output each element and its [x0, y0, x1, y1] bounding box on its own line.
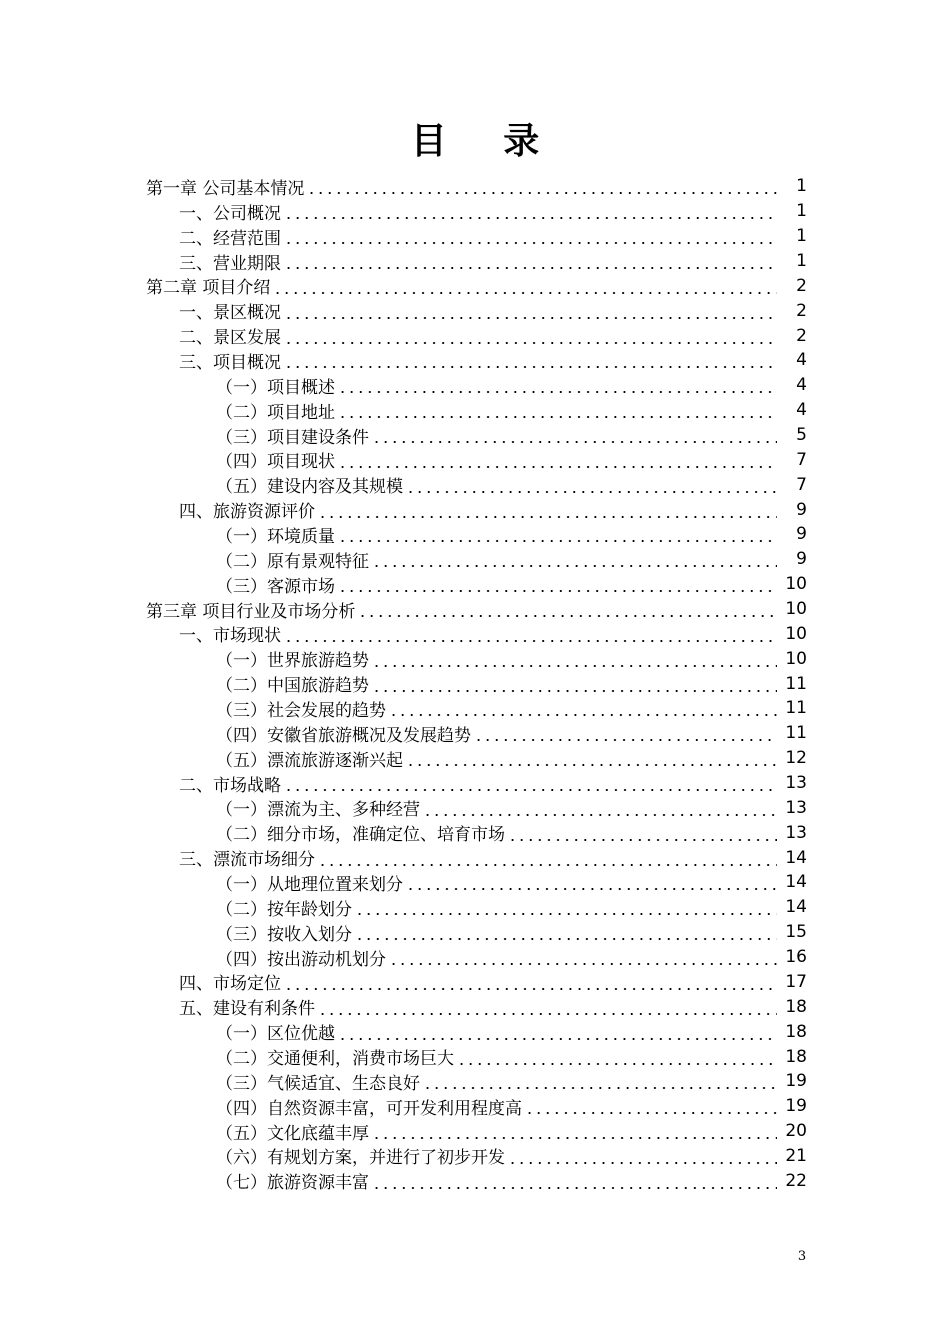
toc-entry-page: 1 [796, 251, 807, 271]
toc-entry-page: 18 [785, 1021, 807, 1042]
toc-entry-label: （二）项目地址 [216, 402, 335, 423]
dot-leader [525, 1111, 777, 1115]
toc-entry-page: 10 [785, 648, 807, 669]
toc-entry-label: 第二章 项目介绍 [146, 278, 271, 299]
dot-leader [338, 465, 777, 469]
toc-entry-page: 2 [796, 300, 807, 321]
dot-leader [338, 589, 777, 593]
toc-entry-label: （四）自然资源丰富，可开发利用程度高 [216, 1098, 522, 1119]
toc-entry[interactable] [0, 1044, 950, 1069]
toc-entry-page: 2 [796, 275, 807, 296]
toc-entry-label: （七）旅游资源丰富 [216, 1173, 369, 1194]
toc-entry-label: 三、营业期限 [179, 253, 281, 274]
dot-leader [338, 1037, 777, 1041]
toc-entry-page: 19 [785, 1071, 807, 1092]
toc-entry-page: 11 [785, 723, 807, 744]
dot-leader [423, 813, 777, 817]
dot-leader [372, 1136, 777, 1140]
toc-entry[interactable] [0, 348, 950, 373]
toc-entry-label: （二）细分市场，准确定位、培育市场 [216, 825, 505, 846]
toc-entry[interactable] [0, 696, 950, 721]
toc-entry-page: 15 [785, 922, 807, 943]
toc-entry-label: （三）项目建设条件 [216, 427, 369, 448]
toc-entry-page: 14 [785, 872, 807, 893]
toc-entry[interactable] [0, 572, 950, 597]
toc-entry-page: 4 [796, 400, 807, 421]
toc-entry-label: （一）从地理位置来划分 [216, 875, 403, 895]
dot-leader [372, 440, 777, 444]
toc-entry[interactable] [0, 771, 950, 796]
dot-leader [284, 365, 777, 369]
dot-leader [372, 689, 777, 693]
toc-entry-page: 11 [785, 698, 807, 719]
toc-entry-page: 19 [785, 1096, 807, 1117]
toc-entry-page: 18 [785, 1046, 807, 1067]
toc-entry[interactable] [0, 746, 950, 771]
toc-entry-label: 二、市场战略 [179, 775, 281, 796]
toc-title: 目 录 [410, 121, 562, 162]
toc-entry-page: 5 [796, 425, 807, 446]
toc-entry[interactable] [0, 671, 950, 696]
dot-leader [284, 316, 777, 320]
toc-entry-page: 1 [796, 226, 807, 247]
dot-leader [284, 639, 777, 643]
dot-leader [406, 763, 777, 767]
dot-leader [318, 515, 777, 519]
toc-entry-page: 10 [785, 623, 807, 644]
dot-leader [284, 216, 777, 220]
dot-leader [457, 1062, 777, 1066]
table-of-contents [0, 174, 950, 1193]
page-number: 3 [797, 1249, 807, 1264]
dot-leader [318, 863, 777, 867]
toc-entry[interactable] [0, 199, 950, 224]
dot-leader [389, 962, 777, 966]
toc-entry[interactable] [0, 423, 950, 448]
toc-entry-label: （五）文化底蕴丰厚 [216, 1123, 369, 1144]
toc-entry-page: 22 [785, 1170, 807, 1191]
toc-entry[interactable] [0, 820, 950, 845]
dot-leader [284, 987, 777, 991]
toc-entry-label: （二）交通便利，消费市场巨大 [216, 1049, 454, 1070]
toc-entry[interactable] [0, 970, 950, 995]
toc-entry-label: （三）客源市场 [216, 576, 335, 597]
toc-entry[interactable] [0, 721, 950, 746]
toc-entry-label: 五、建设有利条件 [179, 999, 315, 1020]
toc-entry-label: （五）建设内容及其规模 [216, 477, 403, 498]
dot-leader [406, 490, 777, 494]
toc-entry-label: （二）原有景观特征 [216, 551, 369, 572]
toc-entry-label: 一、公司概况 [179, 203, 281, 224]
toc-entry-label: （三）社会发展的趋势 [216, 700, 386, 721]
toc-entry[interactable] [0, 547, 950, 572]
toc-entry-label: （一）漂流为主、多种经营 [216, 800, 420, 821]
toc-entry-label: （一）项目概述 [216, 377, 335, 398]
toc-entry-page: 10 [785, 574, 807, 595]
toc-entry-label: （二）按年龄划分 [216, 899, 352, 920]
toc-entry[interactable] [0, 795, 950, 820]
toc-entry[interactable] [0, 472, 950, 497]
toc-entry-page: 20 [785, 1121, 807, 1142]
toc-entry-page: 7 [796, 474, 807, 495]
toc-entry-page: 7 [796, 449, 807, 470]
toc-entry[interactable] [0, 1168, 950, 1193]
dot-leader [338, 539, 777, 543]
toc-entry-page: 9 [796, 499, 807, 520]
dot-leader [284, 341, 777, 345]
toc-entry-page: 9 [796, 549, 807, 570]
toc-entry-page: 14 [785, 847, 807, 868]
dot-leader [372, 564, 777, 568]
toc-entry-label: 三、漂流市场细分 [179, 850, 315, 871]
toc-entry[interactable] [0, 447, 950, 472]
dot-leader [355, 937, 777, 941]
toc-entry-label: （五）漂流旅游逐渐兴起 [216, 750, 403, 771]
dot-leader [358, 614, 777, 618]
toc-entry[interactable] [0, 1019, 950, 1044]
toc-entry[interactable] [0, 373, 950, 398]
toc-entry[interactable] [0, 1119, 950, 1144]
dot-leader [307, 191, 777, 195]
dot-leader [284, 788, 777, 792]
toc-entry-label: （一）区位优越 [216, 1024, 335, 1045]
toc-entry-page: 4 [796, 350, 807, 371]
toc-entry[interactable] [0, 323, 950, 348]
toc-entry-page: 11 [785, 673, 807, 694]
dot-leader [355, 912, 777, 916]
toc-entry[interactable] [0, 497, 950, 522]
toc-entry[interactable] [0, 597, 950, 622]
toc-entry-page: 1 [796, 201, 807, 222]
dot-leader [423, 1086, 777, 1090]
toc-entry-label: 四、市场定位 [179, 974, 281, 995]
toc-entry-label: （三）按收入划分 [216, 924, 352, 945]
dot-leader [273, 291, 777, 295]
dot-leader [372, 1186, 777, 1190]
toc-entry-label: 二、景区发展 [179, 328, 281, 349]
toc-entry-page: 17 [785, 971, 807, 992]
toc-entry-page: 13 [785, 773, 807, 794]
toc-entry-label: （一）世界旅游趋势 [216, 651, 369, 672]
toc-entry[interactable] [0, 1094, 950, 1119]
toc-entry-label: （六）有规划方案，并进行了初步开发 [216, 1148, 505, 1169]
toc-entry-label: 四、旅游资源评价 [179, 502, 315, 523]
toc-entry-label: 第一章 公司基本情况 [146, 178, 305, 199]
dot-leader [338, 415, 777, 419]
toc-entry[interactable] [0, 646, 950, 671]
toc-entry-label: （一）环境质量 [216, 526, 335, 547]
toc-entry[interactable] [0, 945, 950, 970]
dot-leader [372, 664, 777, 668]
toc-entry-label: （三）气候适宜、生态良好 [216, 1073, 420, 1094]
dot-leader [318, 1012, 777, 1016]
toc-entry-page: 18 [785, 996, 807, 1017]
toc-entry[interactable] [0, 398, 950, 423]
toc-entry-label: 三、项目概况 [179, 352, 281, 373]
toc-entry-page: 13 [785, 822, 807, 843]
toc-entry-label: （二）中国旅游趋势 [216, 676, 369, 697]
toc-entry[interactable] [0, 621, 950, 646]
dot-leader [284, 241, 777, 245]
toc-entry[interactable] [0, 1069, 950, 1094]
toc-entry-label: （四）按出游动机划分 [216, 949, 386, 970]
toc-entry-label: 第三章 项目行业及市场分析 [146, 601, 356, 622]
toc-entry-page: 9 [796, 524, 807, 545]
toc-entry[interactable] [0, 174, 950, 199]
toc-entry-label: 二、经营范围 [179, 228, 281, 249]
toc-entry-label: （四）项目现状 [216, 452, 335, 473]
toc-entry[interactable] [0, 845, 950, 870]
toc-entry-label: 一、景区概况 [179, 303, 281, 324]
toc-entry-page: 10 [785, 599, 807, 620]
toc-entry-page: 14 [785, 897, 807, 918]
toc-entry-page: 1 [796, 176, 807, 197]
dot-leader [508, 1161, 777, 1165]
toc-entry-label: 一、市场现状 [179, 626, 281, 647]
toc-entry-page: 16 [785, 947, 807, 968]
toc-entry[interactable] [0, 895, 950, 920]
dot-leader [474, 738, 777, 742]
toc-entry-page: 2 [796, 325, 807, 346]
dot-leader [389, 713, 777, 717]
toc-entry-page: 12 [785, 748, 807, 769]
toc-entry[interactable] [0, 870, 950, 895]
toc-entry[interactable] [0, 522, 950, 547]
toc-entry-page: 13 [785, 797, 807, 818]
dot-leader [338, 390, 777, 394]
toc-entry-page: 4 [796, 375, 807, 396]
toc-entry[interactable] [0, 1144, 950, 1169]
toc-entry-page: 21 [785, 1145, 807, 1166]
toc-entry[interactable] [0, 249, 950, 274]
dot-leader [284, 266, 777, 270]
toc-entry[interactable] [0, 224, 950, 249]
toc-entry-label: （四）安徽省旅游概况及发展趋势 [216, 725, 471, 746]
dot-leader [508, 838, 777, 842]
toc-entry[interactable] [0, 920, 950, 945]
toc-entry[interactable] [0, 273, 950, 298]
toc-entry[interactable] [0, 994, 950, 1019]
toc-entry[interactable] [0, 298, 950, 323]
dot-leader [406, 887, 777, 891]
